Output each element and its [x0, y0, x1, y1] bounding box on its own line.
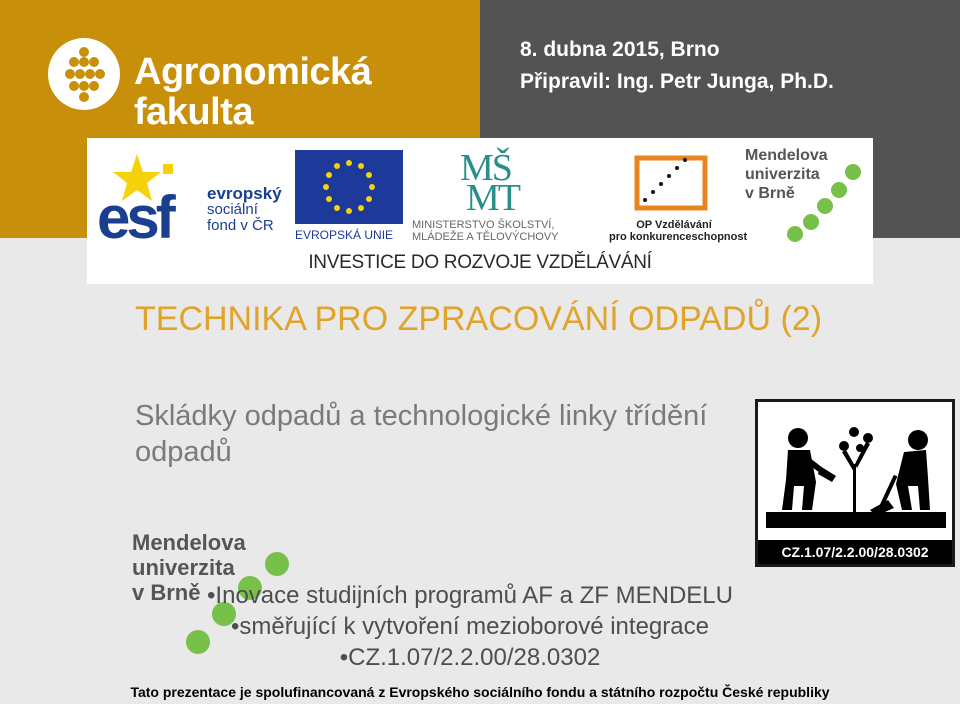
- op-arrow-icon: [609, 152, 739, 214]
- page-subtitle: Skládky odpadů a technologické linky třídění odpadů: [135, 400, 708, 468]
- funding-footer: Tato prezentace je spolufinancovaná z Evropského sociálního fondu a státního rozpočtu České republiky: [130, 684, 830, 700]
- faculty-name: [134, 52, 371, 132]
- presentation-date: 8. dubna 2015, Brno: [520, 38, 720, 61]
- esf-text2: sociální: [207, 201, 258, 218]
- svg-text:MŠ: MŠ: [460, 147, 511, 189]
- msmt-line2: MLÁDEŽE A TĚLOVÝCHOVY: [412, 231, 559, 243]
- agronomicka-logo-icon: [48, 38, 120, 110]
- gardening-people-icon: [758, 402, 952, 537]
- presentation-author: Připravil: Ing. Petr Junga, Ph.D.: [520, 70, 834, 93]
- investice-text: INVESTICE DO ROZVOJE VZDĚLÁVÁNÍ: [308, 252, 652, 273]
- faculty-line1: Agronomická: [134, 51, 372, 93]
- mendelova-univerzita-logo: [745, 146, 870, 246]
- mendel-bottom-line2: univerzita: [132, 555, 235, 580]
- presentation-meta: [520, 34, 834, 98]
- svg-text:MT: MT: [466, 177, 519, 214]
- mendel-top-line1: Mendelova: [745, 147, 828, 164]
- planting-illustration: [755, 399, 955, 567]
- op-line2: pro konkurenceschopnost: [609, 231, 748, 243]
- msmt-line1: MINISTERSTVO ŠKOLSTVÍ,: [412, 219, 555, 231]
- page-title: TECHNIKA PRO ZPRACOVÁNÍ ODPADŮ (2): [135, 300, 823, 338]
- bullet-3: •CZ.1.07/2.2.00/28.0302: [339, 644, 601, 671]
- eu-flag: [295, 150, 405, 242]
- op-line1: OP Vzdělávání: [636, 219, 712, 231]
- msmt-monogram-icon: [412, 146, 612, 214]
- esf-text3: fond v ČR: [207, 217, 274, 234]
- illustration-code: CZ.1.07/2.2.00/28.0302: [758, 540, 952, 564]
- esf-text1: evropský: [207, 184, 282, 203]
- mendel-top-line2: univerzita: [745, 166, 820, 183]
- mendel-bottom-line1: Mendelova: [132, 530, 246, 555]
- mendel-bottom-line3: v Brně: [132, 580, 201, 605]
- esf-logo: esf evropský sociální fond v ČR: [97, 150, 287, 245]
- bullet-2: •směřující k vytvoření mezioborové integrace: [231, 613, 709, 640]
- msmt-logo: [412, 146, 612, 246]
- mendel-dots-icon: [745, 146, 870, 246]
- funding-logos-banner: [87, 138, 873, 284]
- bullet-1: •Inovace studijních programů AF a ZF MENDELU: [207, 582, 733, 609]
- faculty-line2: fakulta: [134, 91, 253, 133]
- op-vzdelavani-logo: [609, 152, 748, 247]
- eu-label: EVROPSKÁ UNIE: [295, 228, 394, 242]
- mendel-top-line3: v Brně: [745, 185, 795, 202]
- eu-stars-icon: [295, 150, 403, 224]
- project-bullets: [150, 580, 790, 673]
